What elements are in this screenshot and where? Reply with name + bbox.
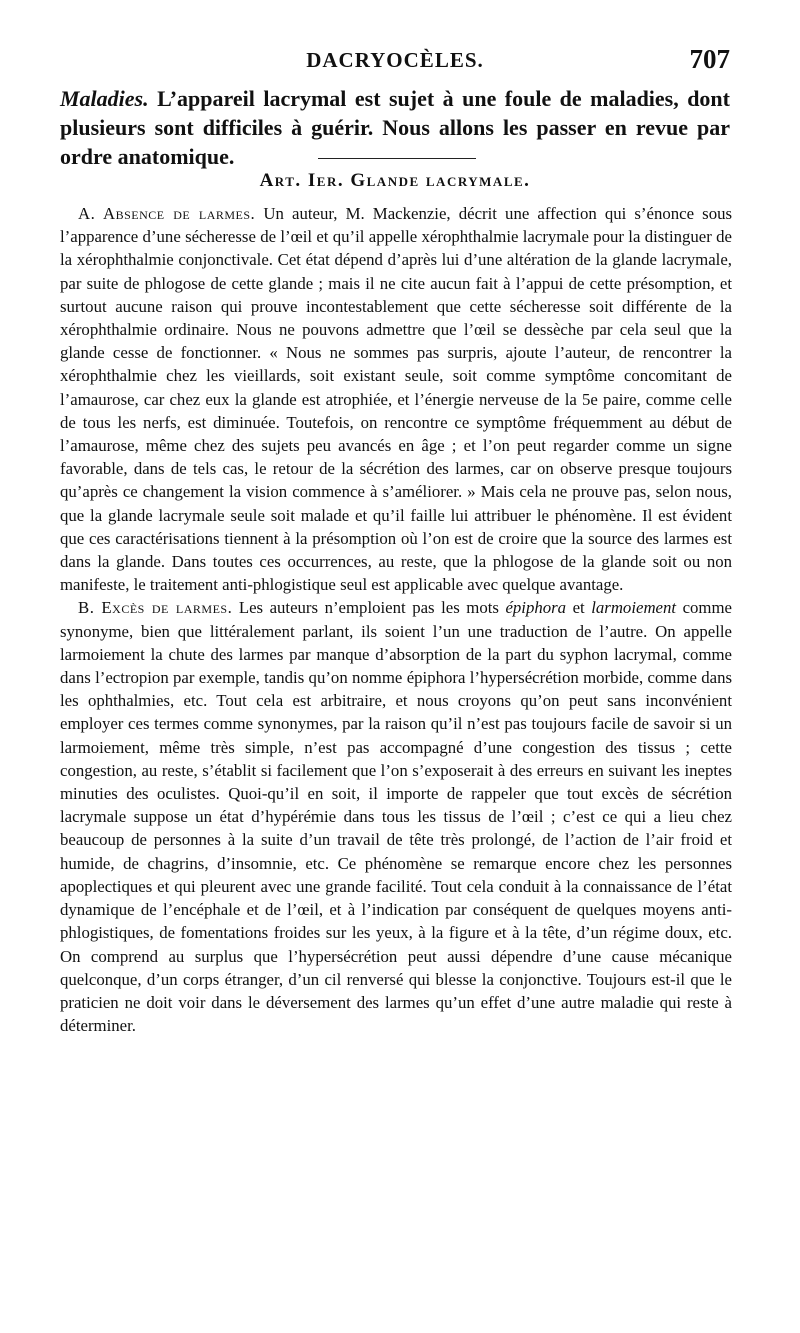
article-heading: Art. Ier. Glande lacrymale. [259,170,531,191]
paragraph-exces-de-larmes [60,596,732,1037]
running-head [60,44,730,76]
section-label-b: B. Excès de larmes. [78,598,233,618]
paragraph-text: et [566,598,592,618]
section-divider [318,158,476,159]
running-title: DACRYOCÈLES. [306,48,484,72]
paragraph-text: Un auteur, M. Mackenzie, décrit une affection qui s’énonce sous l’apparence d’une sécheresse de l’œil et qu’il appelle xérophthalmie lacrymale pour la distinguer de la xérophthalmie conjonctivale. Cet état dépend d’après lui d’une altération de la glande lacrymale, par suite de phlogose de cette glande ; mais il ne cite aucun fait à l’appui de cette présomption, et surtout aucune raison qui prouve incontestablement que cette sécheresse soit différente de la xérophthalmie ordinaire. Nous ne pouvons admettre que l’œil se dessèche par cela seul que la glande cesse de fonctionner. « Nous ne sommes pas surpris, ajoute l’auteur, de rencontrer la xérophthalmie chez les vieillards, soit existant seule, soit comme symptôme concomitant de l’amaurose, car chez eux la glande est atrophiée, et l’énergie nerveuse de la 5e paire, comme celle de tous les nerfs, est diminuée. Toutefois, on rencontre ce symptôme fréquemment au début de l’amaurose, même chez des sujets peu avancés en âge ; et l’on peut regarder comme un signe favorable, dans de tels cas, le retour de la sécrétion des larmes, car on observe presque toujours qu’après ce changement la vision commence à s’améliorer. » Mais cela ne prouve pas, selon nous, que la glande lacrymale seule soit malade et qu’il faille lui attribuer le phénomène. Il est évident que ces caractérisations tiennent à la présomption où l’on est de croire que la source des larmes est dans la glande. Dans toutes ces occurrences, au reste, que la phlogose de la glande soit ou non manifeste, le traitement anti-phlogistique seul est applicable avec quelque avantage. [60,204,733,595]
intro-keyword: Maladies. [60,86,149,111]
term-larmoiement: larmoiement [591,598,677,618]
intro-text: L’appareil lacrymal est sujet à une foule de maladies, dont plusieurs sont difficiles à guérir. Nous allons les passer en revue par ordre anatomique. [60,86,730,169]
page-number: 707 [689,44,730,74]
term-epiphora: épiphora [505,598,567,618]
paragraph-text: Les auteurs n’emploient pas les mots [232,598,506,618]
article-body [60,202,732,1037]
paragraph-absence-de-larmes [60,202,732,596]
section-label-a: A. Absence de larmes. [78,204,256,223]
paragraph-text: comme synonyme, bien que littéralement parlant, ils soient l’un une traduction de l’autre. On appelle larmoiement la chute des larmes par manque d’absorption de la part du syphon lacrymal, comme dans l’ectropion par exemple, tandis qu’on nomme épiphora l’hypersécrétion morbide, comme dans les ophthalmies, etc. Tout cela est arbitraire, et nous croyons qu’on peut sans inconvénient employer ces termes comme synonymes, par la raison qu’il n’est pas toujours facile de savoir si un larmoiement, même très simple, n’est pas accompagné d’une congestion des tissus ; cette congestion, au reste, s’établit si facilement que l’on s’exposerait à des erreurs en suivant les ineptes minuties des oculistes. Quoi-qu’il en soit, il importe de rappeler que tout excès de sécrétion lacrymale suppose un état d’hypérémie dans tous les tissus de l’œil ; c’est ce qui a lieu chez beaucoup de personnes à la suite d’un travail de tête très prolongé, de l’action de l’air froid et humide, de chagrins, d’insomnie, etc. Ce phénomène se remarque encore chez les personnes apoplectiques et qui pleurent avec une grande facilité. Tout cela conduit à la connaissance de l’état dynamique de l’encéphale et de l’œil, et à l’indication par conséquent de quelques moyens anti-phlogistiques, de fomentations froides sur les yeux, à la figure et à la tête, d’un régime doux, etc. On comprend au surplus que l’hypersécrétion peut aussi dépendre d’une cause mécanique quelconque, d’un corps étranger, d’un cil renversé qui blesse la conjonctive. Toujours est-il que le praticien ne doit voir dans le déversement des larmes qu’un effet d’une autre maladie qui reste à déterminer. [60,598,732,1036]
